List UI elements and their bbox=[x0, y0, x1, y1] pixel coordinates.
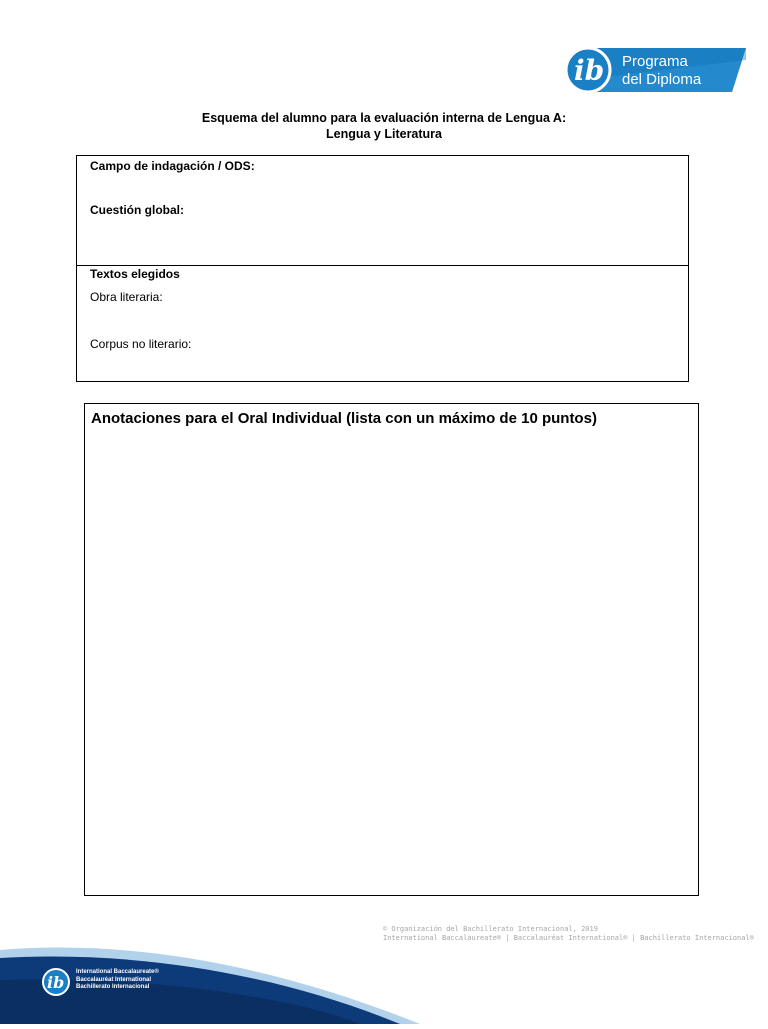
footer-org-names bbox=[76, 969, 159, 992]
logo-line1: Programa bbox=[622, 53, 688, 70]
title-line1: Esquema del alumno para la evaluación interna de Lengua A: bbox=[201, 111, 567, 125]
ib-logo-icon bbox=[566, 48, 610, 92]
copyright-line2: International Baccalaureate® | Baccalauréat International® | Bachillerato Internacional® bbox=[383, 934, 754, 942]
notes-box bbox=[84, 403, 699, 896]
footer-line3: Bachillerato Internacional bbox=[76, 984, 150, 990]
footer-line2: Baccalauréat International bbox=[76, 976, 152, 983]
title-line2: Lengua y Literatura bbox=[326, 127, 442, 141]
info-table bbox=[76, 155, 689, 382]
copyright-notice bbox=[383, 925, 753, 943]
svg-text:ib: ib bbox=[47, 973, 65, 992]
info-top-cell bbox=[77, 156, 688, 266]
svg-text:ib: ib bbox=[574, 54, 605, 87]
ib-logo-icon bbox=[40, 967, 74, 997]
literary-work-label: Obra literaria: bbox=[90, 290, 163, 304]
logo-line2: del Diploma bbox=[622, 71, 702, 88]
document-title bbox=[0, 110, 768, 142]
global-issue-label: Cuestión global: bbox=[90, 203, 184, 217]
footer-line1: International Baccalaureate® bbox=[76, 969, 159, 975]
field-inquiry-label: Campo de indagación / ODS: bbox=[90, 159, 255, 173]
copyright-line1: © Organización del Bachillerato Internacional, 2019 bbox=[383, 925, 598, 933]
chosen-texts-label: Textos elegidos bbox=[90, 267, 180, 281]
non-literary-body-label: Corpus no literario: bbox=[90, 337, 192, 351]
notes-heading: Anotaciones para el Oral Individual (lista con un máximo de 10 puntos) bbox=[91, 410, 597, 427]
programa-del-diploma-logo bbox=[562, 40, 746, 100]
